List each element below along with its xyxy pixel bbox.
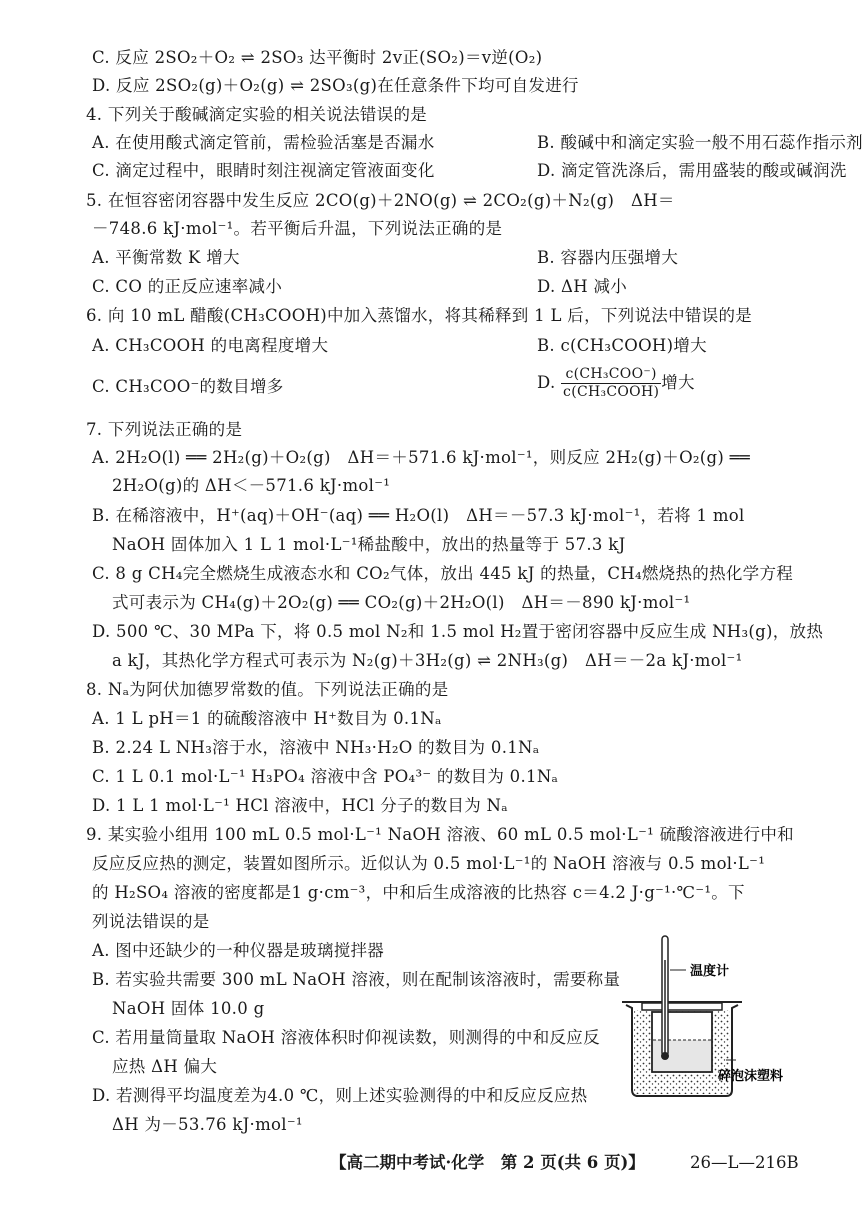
q4-option-c: C. 滴定过程中，眼睛时刻注视滴定管液面变化 bbox=[92, 161, 435, 180]
q4-option-b: B. 酸碱中和滴定实验一般不用石蕊作指示剂 bbox=[537, 133, 863, 152]
footer-code: 26—L—216B bbox=[690, 1153, 799, 1172]
q9-option-c-line1: C. 若用量筒量取 NaOH 溶液体积时仰视读数，则测得的中和反应反 bbox=[92, 1028, 600, 1047]
q9-option-d-line1: D. 若测得平均温度差为4.0 ℃，则上述实验测得的中和反应反应热 bbox=[92, 1086, 588, 1105]
q9-option-b-line1: B. 若实验共需要 300 mL NaOH 溶液，则在配制该溶液时，需要称量 bbox=[92, 970, 621, 989]
q3-option-d: D. 反应 2SO₂(g)＋O₂(g) ⇌ 2SO₃(g)在任意条件下均可自发进行 bbox=[92, 76, 579, 95]
lid bbox=[642, 1003, 722, 1010]
q3-option-c: C. 反应 2SO₂＋O₂ ⇌ 2SO₃ 达平衡时 2v正(SO₂)＝v逆(O₂) bbox=[92, 48, 543, 67]
thermometer bbox=[661, 936, 669, 1060]
q7-option-c-line2: 式可表示为 CH₄(g)＋2O₂(g) ══ CO₂(g)＋2H₂O(l) ΔH＝－890 kJ·mol⁻¹ bbox=[112, 593, 691, 612]
q7-option-a-line2: 2H₂O(g)的 ΔH＜－571.6 kJ·mol⁻¹ bbox=[112, 476, 391, 495]
q7-option-d-line1: D. 500 ℃、30 MPa 下，将 0.5 mol N₂和 1.5 mol H₂置于密闭容器中反应生成 NH₃(g)，放热 bbox=[92, 622, 824, 641]
q7-option-b-line2: NaOH 固体加入 1 L 1 mol·L⁻¹稀盐酸中，放出的热量等于 57.3 kJ bbox=[112, 535, 626, 554]
q8-option-b: B. 2.24 L NH₃溶于水，溶液中 NH₃·H₂O 的数目为 0.1Nₐ bbox=[92, 738, 540, 757]
q7-option-c-line1: C. 8 g CH₄完全燃烧生成液态水和 CO₂气体，放出 445 kJ 的热量，CH₄燃烧热的热化学方程 bbox=[92, 564, 794, 583]
q8-option-d: D. 1 L 1 mol·L⁻¹ HCl 溶液中，HCl 分子的数目为 Nₐ bbox=[92, 796, 508, 815]
q5-option-a: A. 平衡常数 K 增大 bbox=[92, 248, 240, 267]
q8-stem: 8. Nₐ为阿伏加德罗常数的值。下列说法正确的是 bbox=[86, 680, 449, 699]
thermometer-label: 温度计 bbox=[690, 964, 730, 979]
q9-stem-line1: 9. 某实验小组用 100 mL 0.5 mol·L⁻¹ NaOH 溶液、60 mL 0.5 mol·L⁻¹ 硫酸溶液进行中和 bbox=[86, 825, 794, 844]
q5-options-cd bbox=[92, 275, 848, 299]
q4-stem: 4. 下列关于酸碱滴定实验的相关说法错误的是 bbox=[86, 105, 428, 124]
footer-title: 【高二期中考试·化学 第 2 页(共 6 页)】 bbox=[330, 1153, 645, 1172]
q7-option-a-line1: A. 2H₂O(l) ══ 2H₂(g)＋O₂(g) ΔH＝＋571.6 kJ·mol⁻¹，则反应 2H₂(g)＋O₂(g) ══ bbox=[92, 448, 751, 467]
q5-option-d: D. ΔH 减小 bbox=[537, 277, 628, 296]
q6-options-ab bbox=[92, 334, 848, 358]
inner-beaker bbox=[652, 1012, 712, 1072]
q7-stem: 7. 下列说法正确的是 bbox=[86, 420, 243, 439]
q5-stem-cont: －748.6 kJ·mol⁻¹。若平衡后升温，下列说法正确的是 bbox=[92, 219, 503, 238]
q9-option-b-line2: NaOH 固体 10.0 g bbox=[112, 999, 265, 1018]
q5-option-b: B. 容器内压强增大 bbox=[537, 248, 679, 267]
q4-options-cd bbox=[92, 159, 848, 183]
q6-fraction: $\frac{\text{c(CH₃COO⁻)}}{\text{c(CH₃COOH)}}$ bbox=[563, 366, 660, 400]
q4-option-a: A. 在使用酸式滴定管前，需检验活塞是否漏水 bbox=[92, 133, 435, 152]
q7-option-b-line1: B. 在稀溶液中，H⁺(aq)＋OH⁻(aq) ══ H₂O(l) ΔH＝－57.3 kJ·mol⁻¹，若将 1 mol bbox=[92, 506, 745, 525]
q4-option-d: D. 滴定管洗涤后，需用盛装的酸或碱润洗 bbox=[537, 161, 847, 180]
q9-stem-line3: 的 H₂SO₄ 溶液的密度都是1 g·cm⁻³，中和后生成溶液的比热容 c＝4.2 J·g⁻¹·℃⁻¹。下 bbox=[92, 883, 745, 902]
calorimeter-diagram bbox=[618, 930, 798, 1110]
q6-options-cd bbox=[92, 366, 848, 400]
q4-options-ab bbox=[92, 131, 863, 155]
q6-option-d: D. $\frac{\text{c(CH₃COO⁻)}}{\text{c(CH₃COOH)}}$ 增大 bbox=[537, 366, 695, 400]
q6-option-c: C. CH₃COO⁻的数目增多 bbox=[92, 377, 284, 396]
q7-option-d-line2: a kJ，其热化学方程式可表示为 N₂(g)＋3H₂(g) ⇌ 2NH₃(g) ΔH＝－2a kJ·mol⁻¹ bbox=[112, 651, 743, 670]
q5-option-c: C. CO 的正反应速率减小 bbox=[92, 277, 283, 296]
q6-stem: 6. 向 10 mL 醋酸(CH₃COOH)中加入蒸馏水，将其稀释到 1 L 后，下列说法中错误的是 bbox=[86, 306, 753, 325]
foam-label: 碎泡沫塑料 bbox=[718, 1069, 784, 1084]
q8-option-c: C. 1 L 0.1 mol·L⁻¹ H₃PO₄ 溶液中含 PO₄³⁻ 的数目为 0.1Nₐ bbox=[92, 767, 559, 786]
q9-stem-line2: 反应反应热的测定，装置如图所示。近似认为 0.5 mol·L⁻¹的 NaOH 溶液与 0.5 mol·L⁻¹ bbox=[92, 854, 766, 873]
q9-stem-line4: 列说法错误的是 bbox=[92, 912, 210, 931]
q6-option-b: B. c(CH₃COOH)增大 bbox=[537, 336, 707, 355]
q9-option-a: A. 图中还缺少的一种仪器是玻璃搅拌器 bbox=[92, 941, 385, 960]
q5-options-ab bbox=[92, 246, 848, 270]
q6-option-a: A. CH₃COOH 的电离程度增大 bbox=[92, 336, 329, 355]
q9-option-d-line2: ΔH 为－53.76 kJ·mol⁻¹ bbox=[112, 1115, 303, 1134]
q8-option-a: A. 1 L pH＝1 的硫酸溶液中 H⁺数目为 0.1Nₐ bbox=[92, 709, 442, 728]
q5-stem: 5. 在恒容密闭容器中发生反应 2CO(g)＋2NO(g) ⇌ 2CO₂(g)＋N₂(g) ΔH＝ bbox=[86, 191, 675, 210]
q9-option-c-line2: 应热 ΔH 偏大 bbox=[112, 1057, 218, 1076]
